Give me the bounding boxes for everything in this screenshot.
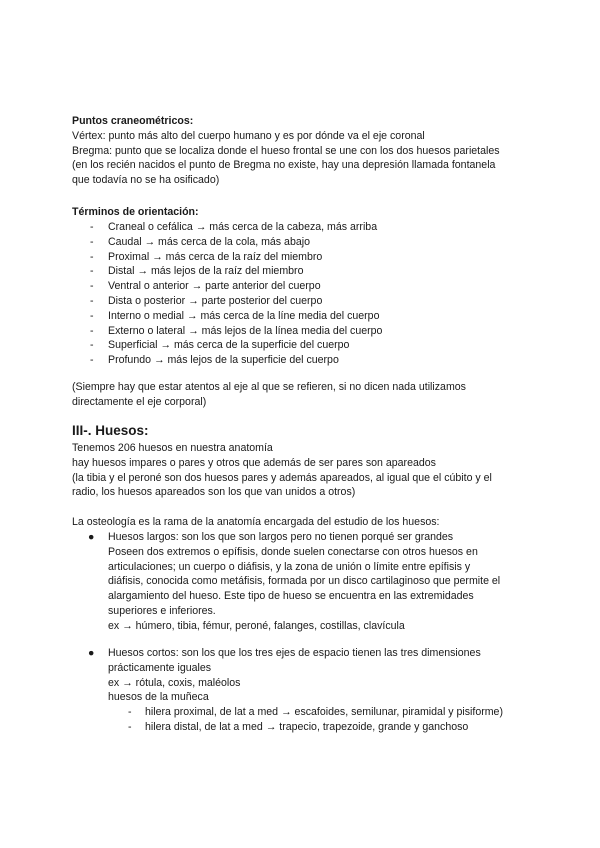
dash-marker: - bbox=[90, 339, 94, 352]
dash-marker: - bbox=[90, 265, 94, 278]
list-item-text: Distal → más lejos de la raíz del miembro bbox=[108, 265, 304, 278]
bullet-line: Huesos largos: son los que son largos pero no tienen porqué ser grandes bbox=[108, 531, 454, 543]
section-heading-huesos: III-. Huesos: bbox=[72, 423, 149, 438]
muneca-list bbox=[128, 705, 503, 735]
list-item bbox=[90, 220, 382, 235]
list-item bbox=[90, 353, 382, 368]
craneometric-line: que todavía no se ha osificado) bbox=[72, 174, 220, 187]
dash-marker: - bbox=[90, 324, 94, 337]
osteologia-paragraph bbox=[72, 515, 532, 530]
intro-line: Tenemos 206 huesos en nuestra anatomía bbox=[72, 442, 273, 454]
list-item-text: Craneal o cefálica → más cerca de la cabeza, más arriba bbox=[108, 221, 378, 233]
list-item-text: Profundo → más lejos de la superficie del cuerpo bbox=[108, 354, 339, 367]
dash-marker: - bbox=[90, 221, 94, 233]
orientation-title-block bbox=[72, 205, 532, 220]
list-item bbox=[90, 264, 382, 279]
craneometric-section bbox=[72, 114, 532, 188]
bullet-line: prácticamente iguales bbox=[108, 661, 212, 674]
bullet-line: Poseen dos extremos o epífisis, donde suelen conectarse con otros huesos en bbox=[108, 545, 478, 558]
list-item-text: Proximal → más cerca de la raíz del miembro bbox=[108, 250, 323, 263]
list-item bbox=[90, 309, 382, 324]
bullet-line: ex → húmero, tibia, fémur, peroné, falanges, costillas, clavícula bbox=[108, 619, 405, 632]
bullet-line: Huesos cortos: son los que los tres ejes de espacio tienen las tres dimensiones bbox=[108, 647, 481, 659]
dash-marker: - bbox=[90, 235, 94, 248]
craneometric-title: Puntos craneométricos: bbox=[72, 115, 194, 127]
orientation-note bbox=[72, 380, 532, 410]
bullet-line: diáfisis, conocida como metáfisis, formada por un disco cartilaginoso que permite el bbox=[108, 575, 501, 588]
list-item bbox=[128, 720, 503, 735]
dash-marker: - bbox=[128, 720, 132, 733]
bullet-body bbox=[108, 530, 538, 634]
bullet-marker: ● bbox=[88, 647, 95, 659]
list-item bbox=[90, 294, 382, 309]
list-item-text: Dista o posterior → parte posterior del cuerpo bbox=[108, 294, 323, 307]
list-item bbox=[90, 279, 382, 294]
dash-marker: - bbox=[90, 280, 94, 293]
craneometric-line: Vértex: punto más alto del cuerpo humano y es por dónde va el eje coronal bbox=[72, 129, 425, 142]
dash-marker: - bbox=[90, 250, 94, 263]
osteologia-line: La osteología es la rama de la anatomía encargada del estudio de los huesos: bbox=[72, 516, 440, 528]
dash-marker: - bbox=[90, 309, 94, 322]
list-item-text: hilera proximal, de lat a med → escafoides, semilunar, piramidal y pisiforme) bbox=[145, 706, 503, 718]
list-item bbox=[90, 338, 382, 353]
craneometric-line: (en los recién nacidos el punto de Bregma no existe, hay una depresión llamada fontanela bbox=[72, 159, 496, 172]
dash-marker: - bbox=[90, 294, 94, 307]
list-item bbox=[90, 235, 382, 250]
list-item-text: Interno o medial → más cerca de la líne media del cuerpo bbox=[108, 309, 380, 322]
list-item bbox=[128, 705, 503, 720]
list-item bbox=[90, 324, 382, 339]
list-item-text: Ventral o anterior → parte anterior del cuerpo bbox=[108, 280, 321, 293]
orientation-title: Términos de orientación: bbox=[72, 206, 199, 218]
list-item-text: Caudal → más cerca de la cola, más abajo bbox=[108, 235, 310, 248]
intro-line: radio, los huesos apareados son los que van unidos a otros) bbox=[72, 486, 356, 499]
orientation-list bbox=[90, 220, 382, 368]
list-item-text: hilera distal, de lat a med → trapecio, trapezoide, grande y ganchoso bbox=[145, 720, 469, 733]
bullet-line: articulaciones; un cuerpo o diáfisis, y la zona de unión o límite entre epífisis y bbox=[108, 560, 471, 573]
bullet-line: huesos de la muñeca bbox=[108, 691, 209, 704]
list-item-text: Externo o lateral → más lejos de la línea media del cuerpo bbox=[108, 324, 383, 337]
list-item bbox=[90, 250, 382, 265]
craneometric-line: Bregma: punto que se localiza donde el hueso frontal se une con los dos huesos parietales bbox=[72, 144, 500, 157]
bullet-line: alargamiento del hueso. Este tipo de hueso se encuentra en las extremidades bbox=[108, 590, 474, 603]
note-line: directamente el eje corporal) bbox=[72, 395, 207, 408]
bullet-line: ex → rótula, coxis, maléolos bbox=[108, 676, 241, 689]
bullet-body bbox=[108, 646, 538, 705]
note-line: (Siempre hay que estar atentos al eje al que se refieren, si no dicen nada utilizamos bbox=[72, 381, 466, 393]
huesos-intro bbox=[72, 441, 532, 500]
intro-line: hay huesos impares o pares y otros que además de ser pares son apareados bbox=[72, 456, 436, 469]
intro-line: (la tibia y el peroné son dos huesos pares y además apareados, al igual que el cúbito y el bbox=[72, 471, 492, 484]
list-item-text: Superficial → más cerca de la superficie del cuerpo bbox=[108, 339, 350, 352]
bullet-marker: ● bbox=[88, 531, 95, 543]
dash-marker: - bbox=[90, 354, 94, 367]
dash-marker: - bbox=[128, 706, 132, 718]
bullet-line: superiores e inferiores. bbox=[108, 604, 216, 617]
